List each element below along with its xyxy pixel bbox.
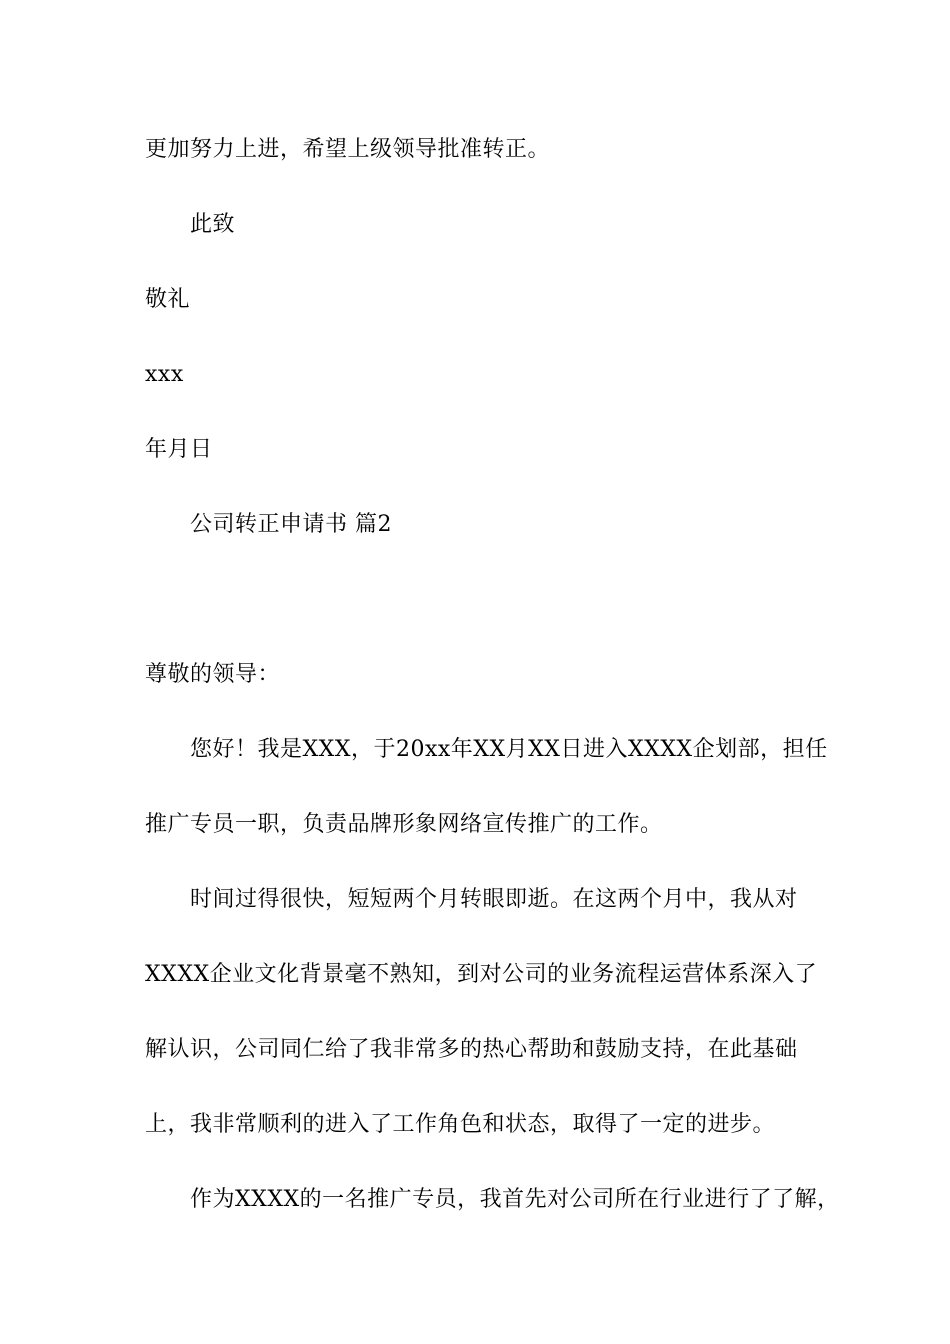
paragraph-line: 解认识，公司同仁给了我非常多的热心帮助和鼓励支持，在此基础	[145, 1037, 798, 1062]
text-line-signature: xxx	[145, 362, 184, 387]
section-heading: 公司转正申请书 篇2	[190, 512, 392, 537]
paragraph-line: 作为XXXX的一名推广专员，我首先对公司所在行业进行了了解，	[190, 1187, 840, 1212]
text-line-jingli: 敬礼	[145, 287, 191, 312]
paragraph-line: 时间过得很快，短短两个月转眼即逝。在这两个月中，我从对	[190, 887, 798, 912]
paragraph-line: XXXX企业文化背景毫不熟知，到对公司的业务流程运营体系深入了	[145, 962, 818, 987]
paragraph-line: 您好！我是XXX，于20xx年XX月XX日进入XXXX企划部，担任	[190, 737, 828, 762]
text-line-salutation-cizhi: 此致	[190, 212, 236, 237]
text-line-date: 年月日	[145, 437, 213, 462]
text-line-greeting: 尊敬的领导：	[145, 662, 281, 687]
paragraph-line: 推广专员一职，负责品牌形象网络宣传推广的工作。	[145, 812, 663, 837]
text-line-closing-sentence: 更加努力上进，希望上级领导批准转正。	[145, 137, 551, 162]
paragraph-line: 上，我非常顺利的进入了工作角色和状态，取得了一定的进步。	[145, 1112, 776, 1137]
